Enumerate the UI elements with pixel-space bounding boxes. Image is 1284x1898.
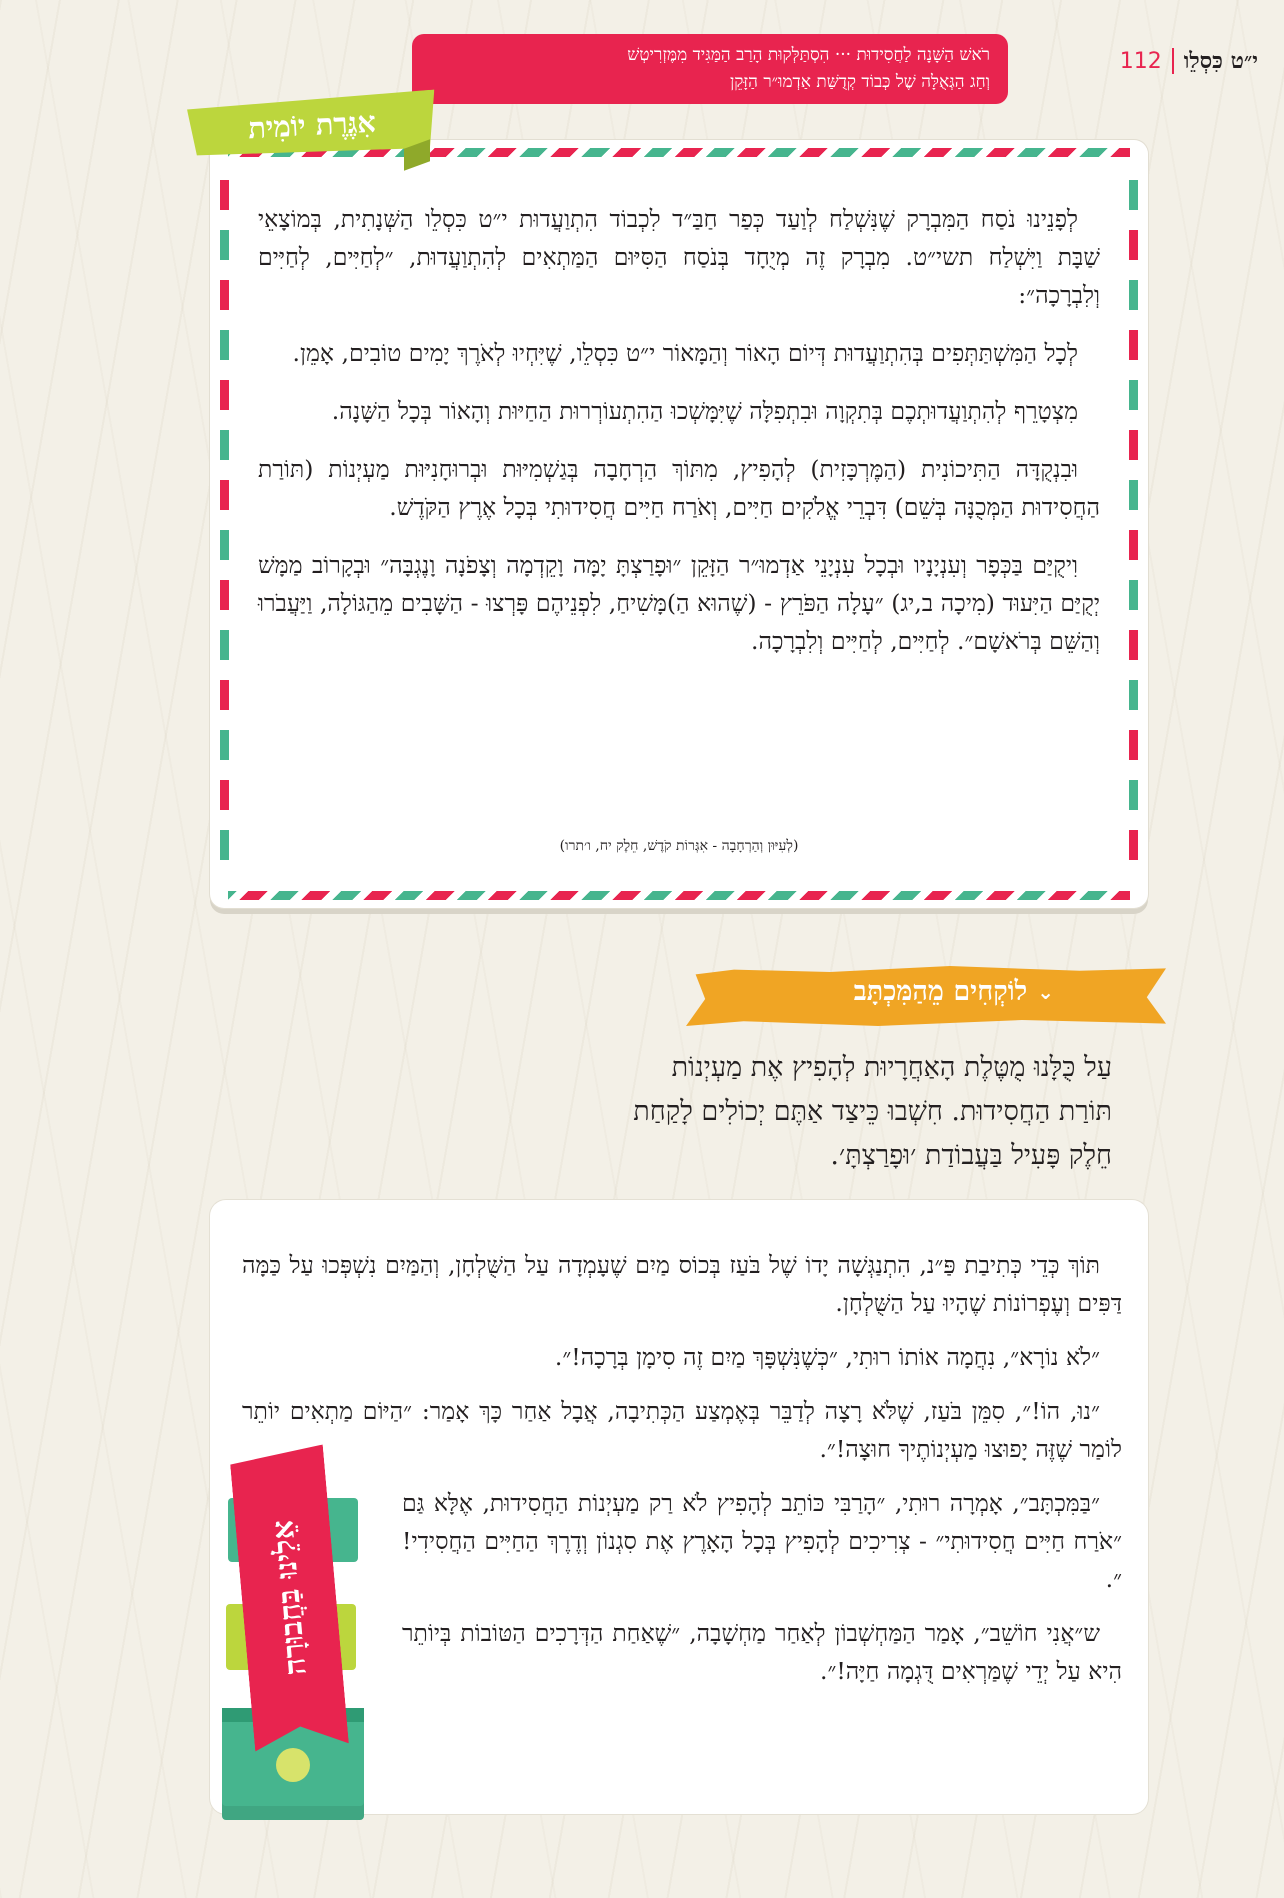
lesson-line: עַל כֻּלָּנוּ מֻטֶּלֶת הָאַחֲרָיוּת לְהָפִיץ אֶת מַעְיְנוֹת [671,1052,1112,1083]
lesson-banner [686,964,1166,1028]
gift-dot [276,1748,310,1782]
lesson-text [520,1046,1112,1178]
letter-paragraph: וִיקֻיַּם בַּכְּפָר וְעִנְיָנָיו וּבְכָל עִנְיָנֵי אַדְמוּ״ר הַזָּקֵן ״וּפָרַצְתָּ יָמָּה וָקֵדְמָה וְצָפֹנָה וָנֶגְבָּה״ וּבְקָרוֹב מַמָּשׁ יְקֻיַּם הַיִּעוּד (מִיכָה ב,יג) ״עָלָה הַפֹּרֵץ - (שֶׁהוּא הַ)מָּשִׁיחַ, לִפְנֵיהֶם פָּרְצוּ - הַשָּׁבִים מֵהַגּוֹלָה, וַיַּעֲבֹרוּ וְהַשֵּׁם בְּרֹאשָׁם״. לְחַיִּים, לְחַיִּים וְלִבְרָכָה. [258,551,1100,655]
page-header [1120,48,1258,74]
lesson-line: חֵלֶק פָּעִיל בַּעֲבוֹדַת ׳וּפָרַצְתָּ׳. [830,1140,1112,1171]
letter-text [258,200,1100,680]
chevron-down-icon: ⌄ [1037,979,1054,1004]
story-paragraph: תּוֹךְ כְּדֵי כְּתִיבַת פַּ״נ, הִתְנַגְּשָׁה יָדוֹ שֶׁל בֹּעַז בְּכוֹס מַיִם שֶׁעָמְדָה עַל הַשֻּׁלְחָן, וְהַמַּיִם נִשְׁפְּכוּ עַל כַּמָּה דַּפִּים וְעֶפְרוֹנוֹת שֶׁהָיוּ עַל הַשֻּׁלְחָן. [242,1251,1122,1317]
story-paragraph: ״לֹא נוֹרָא״, נִחֲמָה אוֹתוֹ רוּתִי, ״כְּשֶׁנִּשְׁפָּךְ מַיִם זֶה סִימָן בְּרָכָה!״. [554,1343,1100,1371]
story-ribbon-label: אֵלֵינוּ בַּחֲבוּרָה [264,1519,314,1677]
story-text [242,1246,1122,1706]
story-paragraph: ״נוּ, הוֹ!״, סִמֵּן בֹּעַז, שֶׁלֹּא רָצָה לְדַבֵּר בְּאֶמְצַע הַכְּתִיבָה, אֲבָל אַחַר כָּךְ אָמַר: ״הַיּוֹם מַתְאִים יוֹתֵר לוֹמַר שֶׁזֶּה יָפוּצוּ מַעְיְנוֹתֶיךָ חוּצָה!״. [242,1397,1122,1463]
story-paragraph: ״בַּמִּכְתָּב״, אָמְרָה רוּתִי, ״הָרַבִּי כּוֹתֵב לְהָפִיץ לֹא רַק מַעְיְנוֹת הַחֲסִידוּת, אֶלָּא גַּם ״אֹרַח חַיִּים חֲסִידוּתִי״ - צְרִיכִים לְהָפִיץ בְּכָל הָאָרֶץ אֶת סִגְנוֹן וְדֶרֶךְ הַחַיִּים הַחֲסִידִי!״. [402,1489,1122,1593]
lesson-line: תּוֹרַת הַחֲסִידוּת. חִשְׁבוּ כֵּיצַד אַתֶּם יְכוֹלִים לָקַחַת [633,1096,1112,1127]
airmail-stripe-bottom [228,891,1130,900]
airmail-stripe-left [220,180,229,868]
letter-paragraph: לְכָל הַמִּשְׁתַּתְּפִים בְּהִתְוַעֲדוּת דְּיוֹם הָאוֹר וְהַמָּאוֹר י״ט כִּסְלֵו, שֶׁיִּחְיוּ לְאֹרֶךְ יָמִים טוֹבִים, אָמֵן. [292,339,1078,367]
gift-box-illustration [222,1448,366,1832]
header-divider [1172,48,1174,74]
lesson-title-wrap [854,976,1054,1007]
daily-letter-tag [188,82,436,178]
header-topic-line-1: רֹאשׁ הַשָּׁנָה לַחֲסִידוּת ··· הִסְתַּלְּקוּת הָרַב הַמַּגִּיד מִמֶּזְרִיטְשׁ [627,45,990,65]
daily-letter-card [210,140,1148,908]
page-number: 112 [1119,48,1162,74]
story-paragraph: ש״אֲנִי חוֹשֵׁב״, אָמַר הַמַּחְשְׁבוֹן לְאַחַר מַחְשָׁבָה, ״שֶׁאַחַת הַדְּרָכִים הַטּוֹבוֹת בְּיוֹתֵר הִיא עַל יְדֵי שֶׁמַּרְאִים דֻּגְמָה חַיָּה!״. [402,1619,1122,1685]
airmail-stripe-right [1129,180,1138,868]
header-topic-line-2: וְחַג הַגְּאֻלָּה שֶׁל כְּבוֹד קְדֻשַּׁת אַדְמוּ״ר הַזָּקֵן [729,72,990,92]
story-ribbon-label-wrap [229,1444,349,1751]
header-topic-banner [412,34,1008,104]
page-date: י״ט כִּסְלֵו [1183,48,1258,74]
letter-paragraph: מִצְטָרֵף לְהִתְוַעֲדוּתְכֶם בְּתִקְוָה וּבִתְפִלָּה שֶׁיִּמָּשְׁכוּ הַהִתְעוֹרְרוּת הַחַיּוּת וְהָאוֹר בְּכָל הַשָּׁנָה. [331,397,1078,425]
letter-paragraph: לְפָנֵינוּ נֹסַח הַמִּבְרָק שֶׁנִּשְׁלַח לְוַעַד כְּפַר חַבַּ״ד לִכְבוֹד הִתְוַעֲדוּת י״ט כִּסְלֵו הַשְּׁנָתִית, בְּמוֹצָאֵי שַׁבָּת וַיִּשְׁלַח תשי״ט. מִבְרָק זֶה מְיֻחָד בְּנֹסַח הַסִּיּוּם הַמַּתְאִים לְהִתְוַעֲדוּת, ״לְחַיִּים, לְחַיִּים וְלִבְרָכָה״: [258,205,1100,309]
letter-source-citation: (לְעִיּוּן וְהַרְחָבָה - אִגְּרוֹת קֹדֶשׁ, חֵלֶק יח, ו׳תרו) [559,838,799,854]
daily-letter-title: אִגֶּרֶת יוֹמִית [247,104,377,146]
letter-paragraph: וּבִנְקֻדָּה הַתִּיכוֹנִית (הַמֶּרְכָּזִית) לְהָפִיץ, מִתּוֹךְ הַרְחָבָה בְּגַשְׁמִיּוּת וּבְרוּחָנִיּוּת מַעְיְנוֹת (תּוֹרַת הַחֲסִידוּת הַמְּכֻנָּה בְּשֵׁם) דִּבְרֵי אֱלֹקִים חַיִּים, וְאֹרַח חַיִּים חֲסִידוּתִי בְּכָל אֶרֶץ הַקֹּדֶשׁ. [258,455,1100,521]
lesson-title: לוֹקְחִים מֵהַמִּכְתָּב [853,976,1028,1007]
